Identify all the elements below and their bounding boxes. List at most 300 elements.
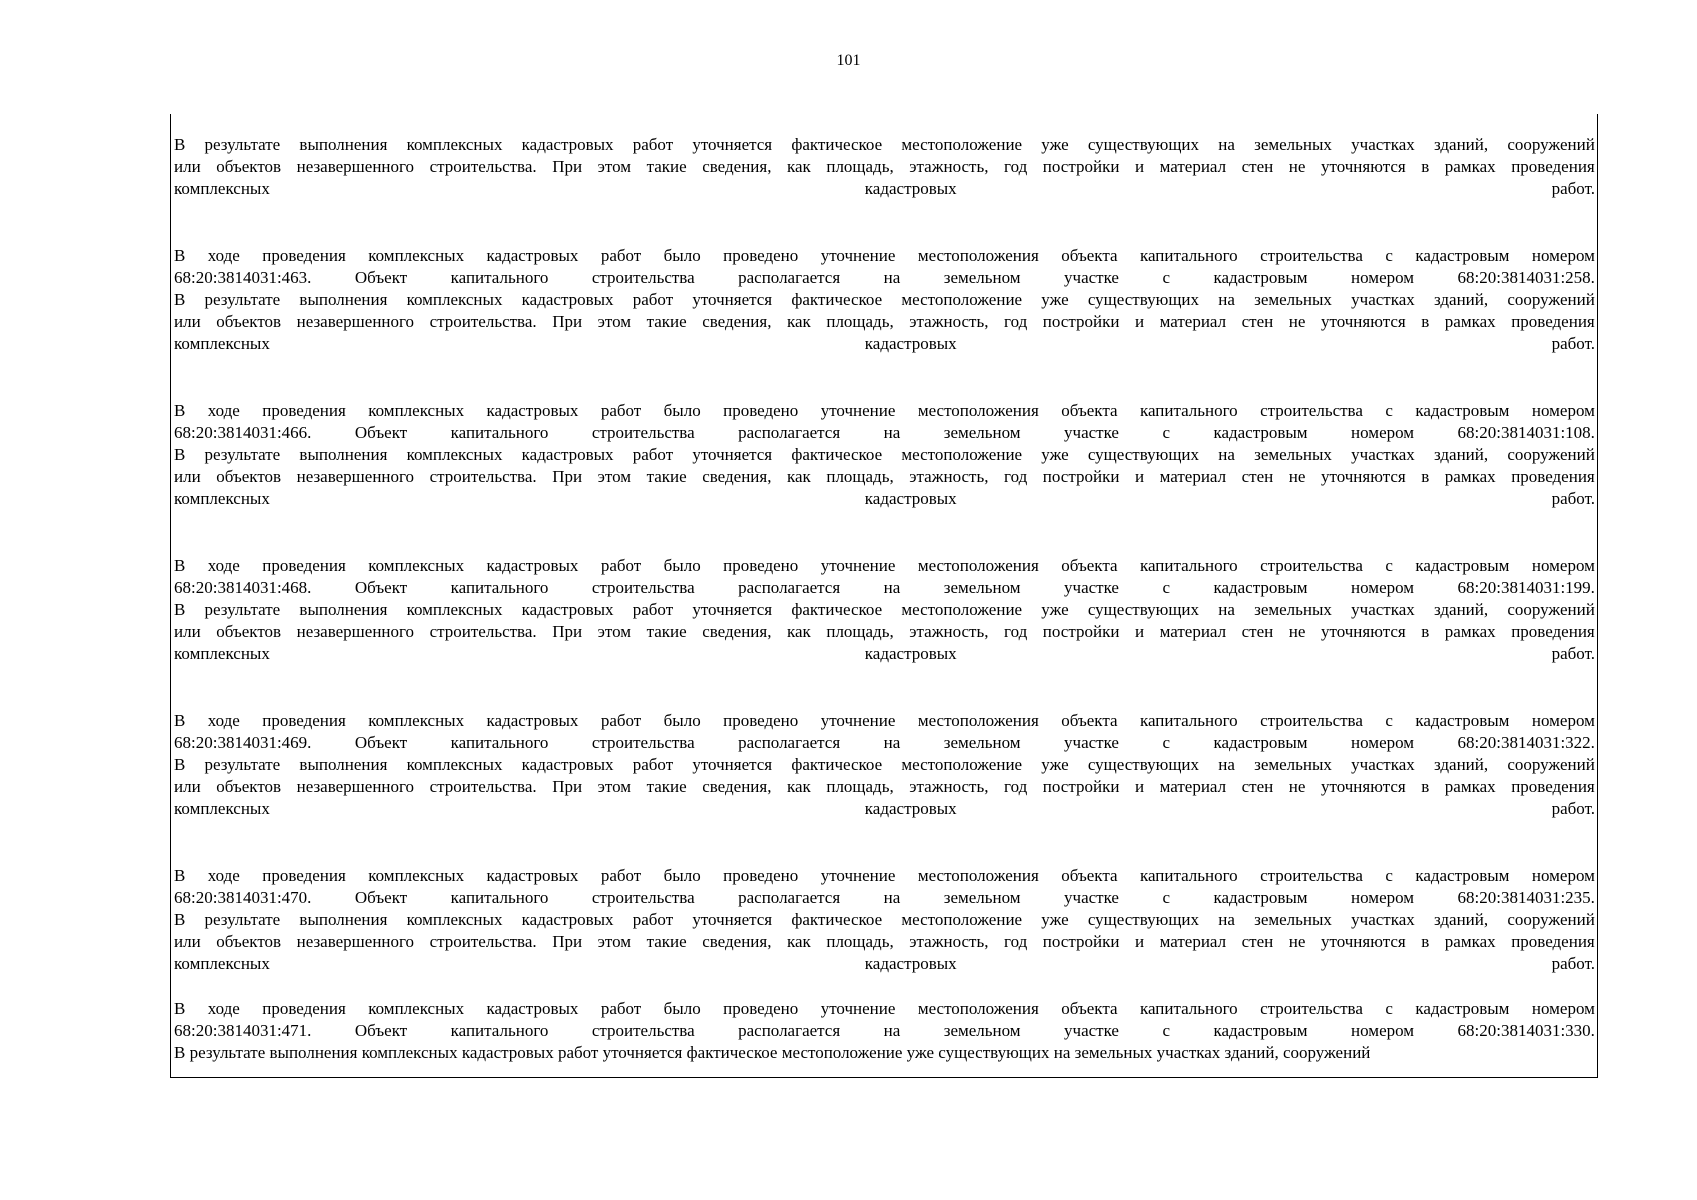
- word: 68:20:3814031:258.: [1457, 268, 1595, 287]
- word: результате: [204, 290, 281, 309]
- word: местоположение: [901, 910, 1023, 929]
- word: этом: [597, 312, 632, 331]
- word: номером: [1531, 401, 1595, 420]
- word: с: [1162, 423, 1170, 442]
- word: уточняется: [692, 290, 773, 309]
- word: было: [663, 401, 701, 420]
- word: объектов: [216, 622, 282, 641]
- word: и: [1134, 932, 1145, 951]
- word: уточняются: [1320, 777, 1406, 796]
- word: номером: [1351, 733, 1415, 752]
- word: проведения: [262, 401, 346, 420]
- word: 68:20:3814031:463.: [174, 268, 312, 287]
- word: на: [1218, 290, 1235, 309]
- word: не: [1288, 622, 1306, 641]
- word: При: [552, 622, 583, 641]
- word: кадастровым: [1415, 556, 1510, 575]
- word: этом: [597, 622, 632, 641]
- word: работ.: [1551, 799, 1595, 818]
- word: При: [552, 932, 583, 951]
- word: постройки: [1042, 157, 1120, 176]
- text-line: [174, 754, 1595, 776]
- word: сооружений: [1507, 290, 1595, 309]
- text-line: [174, 621, 1595, 643]
- word: участке: [1064, 268, 1119, 287]
- word: стен: [1241, 622, 1274, 641]
- word: постройки: [1042, 622, 1120, 641]
- word: проведения: [262, 556, 346, 575]
- word: с: [1162, 578, 1170, 597]
- word: результате: [204, 600, 281, 619]
- word: В: [174, 290, 186, 309]
- word: проведения: [1511, 622, 1595, 641]
- word: работ.: [1551, 644, 1595, 663]
- word: строительства.: [429, 467, 537, 486]
- word: местоположение: [901, 135, 1023, 154]
- word: было: [663, 866, 701, 885]
- text-block: [174, 865, 1595, 975]
- word: на: [1218, 135, 1235, 154]
- word: кадастровых: [521, 755, 614, 774]
- word: незавершенного: [296, 777, 415, 796]
- word: проведения: [262, 246, 346, 265]
- text-line: [174, 178, 1595, 200]
- word: объектов: [216, 932, 282, 951]
- word: местоположения: [917, 246, 1039, 265]
- word: 68:20:3814031:108.: [1457, 423, 1595, 442]
- word: кадастровым: [1415, 999, 1510, 1018]
- word: капитального: [450, 423, 549, 442]
- word: на: [883, 268, 901, 287]
- word: кадастровых: [486, 246, 579, 265]
- word: уточняется: [692, 755, 773, 774]
- word: располагается: [738, 578, 841, 597]
- word: строительства.: [429, 622, 537, 641]
- text-block: [174, 998, 1595, 1064]
- word: объекта: [1061, 999, 1118, 1018]
- word: кадастровым: [1213, 888, 1308, 907]
- word: кадастровых: [486, 556, 579, 575]
- word: стен: [1241, 777, 1274, 796]
- word: как: [787, 777, 811, 796]
- word: работ: [632, 910, 674, 929]
- word: год: [1004, 932, 1028, 951]
- word: местоположение: [901, 445, 1023, 464]
- word: комплексных: [368, 711, 465, 730]
- word: объектов: [216, 312, 282, 331]
- word: было: [663, 999, 701, 1018]
- word: уточняется: [692, 135, 773, 154]
- word: кадастровым: [1213, 578, 1308, 597]
- word: объекта: [1061, 401, 1118, 420]
- word: располагается: [738, 423, 841, 442]
- text-block: [174, 555, 1595, 665]
- word: и: [1134, 777, 1145, 796]
- word: В: [174, 556, 186, 575]
- word: работ.: [1551, 489, 1595, 508]
- word: постройки: [1042, 777, 1120, 796]
- word: кадастровых: [521, 600, 614, 619]
- word: фактическое: [791, 755, 883, 774]
- word: земельном: [943, 268, 1021, 287]
- word: этажность,: [909, 932, 989, 951]
- word: или: [174, 932, 201, 951]
- word: капитального: [450, 578, 549, 597]
- word: стен: [1241, 157, 1274, 176]
- word: уточняются: [1320, 622, 1406, 641]
- word: строительства.: [429, 157, 537, 176]
- text-line: [174, 643, 1595, 665]
- word: При: [552, 467, 583, 486]
- text-line: [174, 156, 1595, 178]
- word: комплексных: [368, 866, 465, 885]
- word: проведено: [723, 866, 799, 885]
- word: В: [174, 999, 186, 1018]
- word: земельном: [943, 1021, 1021, 1040]
- word: площадь,: [826, 467, 894, 486]
- word: проведено: [723, 246, 799, 265]
- text-line: [174, 333, 1595, 355]
- word: с: [1385, 401, 1393, 420]
- text-line: [174, 732, 1595, 754]
- word: площадь,: [826, 312, 894, 331]
- word: земельных: [1254, 755, 1332, 774]
- word: объекта: [1061, 556, 1118, 575]
- word: кадастровым: [1213, 423, 1308, 442]
- word: незавершенного: [296, 312, 415, 331]
- word: комплексных: [174, 644, 270, 663]
- word: с: [1385, 866, 1393, 885]
- text-line: [174, 555, 1595, 577]
- word: уже: [1041, 445, 1069, 464]
- word: на: [883, 578, 901, 597]
- word: или: [174, 777, 201, 796]
- word: номером: [1351, 1021, 1415, 1040]
- text-line: [174, 577, 1595, 599]
- word: на: [883, 888, 901, 907]
- word: уточняются: [1320, 467, 1406, 486]
- word: кадастровым: [1213, 733, 1308, 752]
- word: материал: [1159, 932, 1227, 951]
- word: рамках: [1444, 932, 1496, 951]
- word: уточняются: [1320, 932, 1406, 951]
- word: капитального: [1139, 711, 1238, 730]
- word: с: [1162, 733, 1170, 752]
- word: кадастровым: [1415, 866, 1510, 885]
- word: кадастровым: [1213, 268, 1308, 287]
- word: работ: [632, 445, 674, 464]
- word: или: [174, 467, 201, 486]
- text-line: [174, 909, 1595, 931]
- word: или: [174, 157, 201, 176]
- page-number: 101: [836, 52, 861, 69]
- word: участках: [1351, 135, 1415, 154]
- word: В: [174, 755, 186, 774]
- word: работ: [600, 246, 642, 265]
- word: как: [787, 932, 811, 951]
- word: строительства.: [429, 777, 537, 796]
- word: комплексных: [406, 445, 503, 464]
- word: существующих: [1087, 755, 1200, 774]
- word: как: [787, 467, 811, 486]
- word: сведения,: [702, 467, 772, 486]
- word: постройки: [1042, 932, 1120, 951]
- word: этажность,: [909, 157, 989, 176]
- word: капитального: [1139, 401, 1238, 420]
- word: фактическое: [791, 600, 883, 619]
- word: кадастровых: [864, 954, 957, 973]
- word: ходе: [207, 556, 240, 575]
- word: При: [552, 157, 583, 176]
- word: материал: [1159, 157, 1227, 176]
- word: строительства: [591, 423, 695, 442]
- word: как: [787, 622, 811, 641]
- word: кадастровых: [864, 799, 957, 818]
- text-line: [174, 245, 1595, 267]
- word: располагается: [738, 268, 841, 287]
- word: в: [1421, 157, 1430, 176]
- text-block: [174, 134, 1595, 200]
- word: этом: [597, 777, 632, 796]
- word: проведения: [262, 999, 346, 1018]
- word: комплексных: [174, 334, 270, 353]
- word: с: [1385, 556, 1393, 575]
- word: незавершенного: [296, 932, 415, 951]
- word: номером: [1531, 711, 1595, 730]
- word: номером: [1531, 246, 1595, 265]
- text-line: [174, 865, 1595, 887]
- word: участках: [1351, 600, 1415, 619]
- word: фактическое: [791, 290, 883, 309]
- word: объекта: [1061, 246, 1118, 265]
- word: результате: [204, 755, 281, 774]
- word: с: [1385, 999, 1393, 1018]
- word: существующих: [1087, 445, 1200, 464]
- word: работ.: [1551, 954, 1595, 973]
- word: 68:20:3814031:199.: [1457, 578, 1595, 597]
- word: строительства: [1260, 401, 1363, 420]
- text-block: [174, 400, 1595, 510]
- word: стен: [1241, 932, 1274, 951]
- word: кадастровых: [521, 445, 614, 464]
- word: строительства.: [429, 932, 537, 951]
- word: кадастровым: [1415, 711, 1510, 730]
- word: площадь,: [826, 157, 894, 176]
- text-line: [174, 488, 1595, 510]
- word: В: [174, 910, 186, 929]
- word: комплексных: [174, 954, 270, 973]
- word: уточнение: [820, 999, 896, 1018]
- word: кадастровых: [486, 999, 579, 1018]
- word: работ: [632, 755, 674, 774]
- word: местоположение: [901, 755, 1023, 774]
- word: стен: [1241, 312, 1274, 331]
- word: не: [1288, 932, 1306, 951]
- word: сведения,: [702, 622, 772, 641]
- word: постройки: [1042, 312, 1120, 331]
- word: зданий,: [1433, 600, 1489, 619]
- word: проведения: [1511, 157, 1595, 176]
- word: уточнение: [820, 556, 896, 575]
- word: площадь,: [826, 932, 894, 951]
- word: В: [174, 401, 186, 420]
- word: было: [663, 246, 701, 265]
- word: год: [1004, 312, 1028, 331]
- word: работ.: [1551, 334, 1595, 353]
- word: Объект: [354, 423, 408, 442]
- word: такие: [646, 157, 687, 176]
- word: комплексных: [174, 489, 270, 508]
- word: комплексных: [406, 755, 503, 774]
- word: ходе: [207, 401, 240, 420]
- word: строительства: [1260, 999, 1363, 1018]
- word: фактическое: [791, 910, 883, 929]
- word: на: [1218, 755, 1235, 774]
- word: не: [1288, 777, 1306, 796]
- word: фактическое: [791, 135, 883, 154]
- word: сооружений: [1507, 135, 1595, 154]
- word: работ: [600, 556, 642, 575]
- word: кадастровых: [864, 489, 957, 508]
- word: местоположение: [901, 600, 1023, 619]
- word: Объект: [354, 733, 408, 752]
- word: строительства: [591, 268, 695, 287]
- word: капитального: [450, 1021, 549, 1040]
- word: номером: [1531, 556, 1595, 575]
- word: было: [663, 711, 701, 730]
- word: с: [1162, 888, 1170, 907]
- text-block: [174, 245, 1595, 355]
- word: работ: [632, 135, 674, 154]
- text-line: [174, 931, 1595, 953]
- word: сооружений: [1507, 755, 1595, 774]
- word: капитального: [1139, 866, 1238, 885]
- word: Объект: [354, 268, 408, 287]
- word: располагается: [738, 733, 841, 752]
- word: или: [174, 622, 201, 641]
- word: этажность,: [909, 312, 989, 331]
- word: номером: [1351, 578, 1415, 597]
- word: кадастровых: [521, 910, 614, 929]
- word: уточняется: [692, 910, 773, 929]
- word: комплексных: [368, 556, 465, 575]
- word: комплексных: [406, 135, 503, 154]
- word: выполнения: [299, 910, 388, 929]
- word: незавершенного: [296, 622, 415, 641]
- document-frame: [170, 114, 1598, 1078]
- text-line: [174, 444, 1595, 466]
- word: земельных: [1254, 600, 1332, 619]
- text-line: [174, 400, 1595, 422]
- word: земельных: [1254, 910, 1332, 929]
- word: номером: [1531, 999, 1595, 1018]
- word: на: [1218, 445, 1235, 464]
- word: строительства: [1260, 711, 1363, 730]
- word: объектов: [216, 157, 282, 176]
- word: 68:20:3814031:322.: [1457, 733, 1595, 752]
- word: кадастровых: [864, 644, 957, 663]
- word: проведения: [1511, 312, 1595, 331]
- word: ходе: [207, 711, 240, 730]
- word: сооружений: [1507, 600, 1595, 619]
- word: объектов: [216, 777, 282, 796]
- word: выполнения: [299, 445, 388, 464]
- word: Объект: [354, 888, 408, 907]
- word: земельном: [943, 733, 1021, 752]
- word: местоположения: [917, 999, 1039, 1018]
- text-line: [174, 599, 1595, 621]
- word: материал: [1159, 467, 1227, 486]
- word: в: [1421, 932, 1430, 951]
- word: уже: [1041, 600, 1069, 619]
- text-line: [174, 887, 1595, 909]
- word: Объект: [354, 1021, 408, 1040]
- word: уже: [1041, 135, 1069, 154]
- word: строительства: [1260, 246, 1363, 265]
- word: проведено: [723, 556, 799, 575]
- word: номером: [1351, 888, 1415, 907]
- word: уточняется: [692, 445, 773, 464]
- word: кадастровым: [1415, 246, 1510, 265]
- word: кадастровых: [864, 179, 957, 198]
- word: 68:20:3814031:470.: [174, 888, 312, 907]
- text-line: [174, 422, 1595, 444]
- word: капитального: [450, 268, 549, 287]
- word: строительства: [591, 733, 695, 752]
- word: этом: [597, 932, 632, 951]
- word: выполнения: [299, 600, 388, 619]
- text-line: [174, 710, 1595, 732]
- word: рамках: [1444, 157, 1496, 176]
- word: участках: [1351, 755, 1415, 774]
- text-line: В результате выполнения комплексных кадастровых работ уточняется фактическое местоположение уже существующих на земельных участках зданий, сооружений: [174, 1043, 1371, 1062]
- word: комплексных: [174, 799, 270, 818]
- word: существующих: [1087, 600, 1200, 619]
- word: в: [1421, 777, 1430, 796]
- word: зданий,: [1433, 290, 1489, 309]
- word: земельных: [1254, 290, 1332, 309]
- word: как: [787, 157, 811, 176]
- word: уточнение: [820, 246, 896, 265]
- word: выполнения: [299, 755, 388, 774]
- word: земельных: [1254, 445, 1332, 464]
- text-line: [174, 798, 1595, 820]
- word: комплексных: [368, 999, 465, 1018]
- word: уже: [1041, 290, 1069, 309]
- word: комплексных: [406, 290, 503, 309]
- word: объекта: [1061, 866, 1118, 885]
- word: или: [174, 312, 201, 331]
- word: площадь,: [826, 777, 894, 796]
- word: с: [1162, 268, 1170, 287]
- word: этажность,: [909, 777, 989, 796]
- word: кадастровых: [521, 135, 614, 154]
- word: номером: [1531, 866, 1595, 885]
- word: зданий,: [1433, 135, 1489, 154]
- word: проведения: [1511, 467, 1595, 486]
- word: на: [883, 423, 901, 442]
- word: уточнение: [820, 401, 896, 420]
- word: строительства: [1260, 866, 1363, 885]
- word: уже: [1041, 755, 1069, 774]
- word: 68:20:3814031:330.: [1457, 1021, 1595, 1040]
- word: постройки: [1042, 467, 1120, 486]
- word: кадастровых: [521, 290, 614, 309]
- word: не: [1288, 312, 1306, 331]
- word: уточняются: [1320, 312, 1406, 331]
- text-line: [174, 134, 1595, 156]
- word: стен: [1241, 467, 1274, 486]
